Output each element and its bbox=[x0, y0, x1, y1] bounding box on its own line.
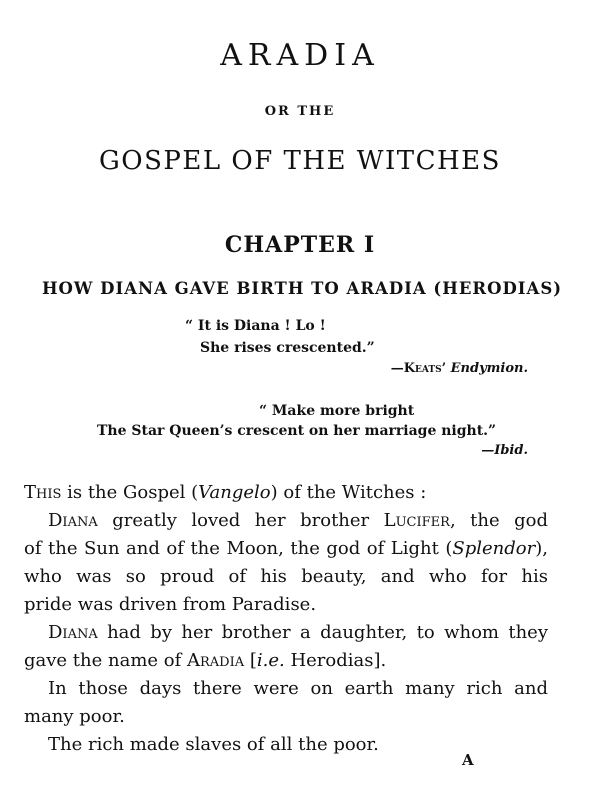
text-run: of the Sun and of the Moon, the god of Light ( bbox=[24, 538, 453, 559]
lead-word: This bbox=[24, 482, 62, 503]
paragraph-2-line-1 bbox=[48, 622, 548, 643]
title-connector: OR THE bbox=[264, 104, 336, 119]
paragraph-1-line-4: pride was driven from Paradise. bbox=[24, 594, 317, 615]
epigraph-2-line-1: “ Make more bright bbox=[259, 403, 415, 419]
name-lucifer: Lucifer bbox=[383, 510, 450, 531]
epigraph-1-line-2: She rises crescented.” bbox=[200, 340, 375, 356]
text-run: had by her brother a daughter, to whom they bbox=[97, 622, 548, 643]
text-run: is the Gospel ( bbox=[61, 482, 199, 503]
text-run: gave the name of bbox=[24, 650, 187, 671]
chapter-number: CHAPTER I bbox=[224, 232, 376, 258]
paragraph-1-line-1 bbox=[48, 510, 548, 531]
book-subtitle: GOSPEL OF THE WITCHES bbox=[99, 146, 501, 176]
book-title: ARADIA bbox=[220, 38, 380, 73]
text-run: greatly loved her brother bbox=[97, 510, 384, 531]
paragraph-3-line-2: many poor. bbox=[24, 706, 125, 727]
chapter-title: HOW DIANA GAVE BIRTH TO ARADIA (HERODIAS) bbox=[41, 279, 563, 298]
paragraph-2-line-2 bbox=[24, 650, 548, 671]
signature-mark: A bbox=[462, 751, 474, 769]
epigraph-2-line-2: The Star Queen’s crescent on her marriage night.” bbox=[97, 423, 497, 439]
paragraph-1-line-3: who was so proud of his beauty, and who for his bbox=[24, 566, 548, 587]
italic-word: Vangelo bbox=[198, 482, 271, 503]
text-run: , the god bbox=[449, 510, 548, 531]
text-run: Herodias]. bbox=[284, 650, 387, 671]
text-run: ) of the Witches : bbox=[270, 482, 427, 503]
paragraph-3-line-1: In those days there were on earth many rich and bbox=[48, 678, 548, 699]
paragraph-4-line-1: The rich made slaves of all the poor. bbox=[48, 734, 379, 755]
italic-word: Splendor bbox=[452, 538, 536, 559]
epigraph-1-author: —Keats’ bbox=[390, 361, 447, 376]
text-run: [ bbox=[244, 650, 257, 671]
epigraph-1-line-1: “ It is Diana ! Lo ! bbox=[185, 318, 326, 334]
epigraph-1-work: Endymion. bbox=[450, 361, 528, 376]
epigraph-1-attribution bbox=[391, 361, 528, 376]
paragraph-intro bbox=[24, 482, 548, 503]
name-aradia: Aradia bbox=[186, 650, 245, 671]
paragraph-1-line-2 bbox=[24, 538, 548, 559]
lead-word: Diana bbox=[48, 510, 98, 531]
italic-word: i.e. bbox=[256, 650, 285, 671]
text-run: ), bbox=[535, 538, 548, 559]
lead-word: Diana bbox=[48, 622, 98, 643]
epigraph-2-attribution: —Ibid. bbox=[481, 443, 528, 458]
